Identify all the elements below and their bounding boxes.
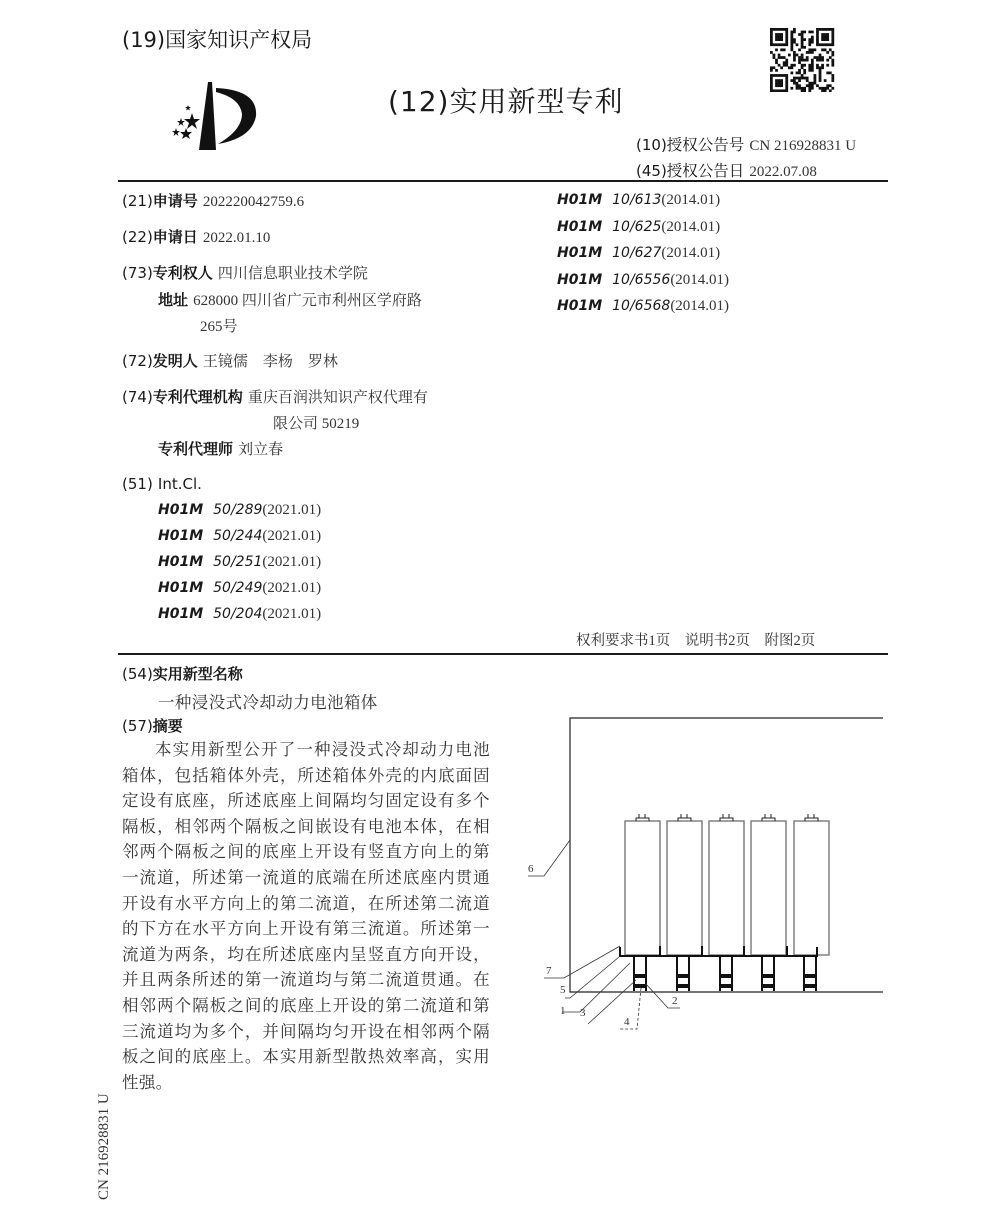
- battery-cell: [751, 821, 786, 955]
- title-heading: [122, 663, 243, 684]
- flow-channel: [635, 974, 645, 978]
- inventor-label: 发明人: [152, 352, 198, 370]
- ipc-class: H01M: [557, 271, 603, 288]
- ipc-class: H01M: [557, 298, 603, 314]
- ipc-class: H01M: [158, 554, 204, 570]
- pub-no-num: (10): [636, 136, 667, 154]
- intcl-num: (51): [122, 475, 153, 493]
- flow-channel: [763, 984, 773, 988]
- ipc-entry: [557, 190, 720, 209]
- ipc-class: H01M: [158, 580, 204, 596]
- ipc-entry: [557, 243, 720, 262]
- figure-reference-label: 7: [546, 965, 552, 977]
- ipc-subgroup: 10/627: [612, 245, 662, 261]
- ipc-entry: [158, 526, 321, 545]
- ipc-subgroup: 50/249: [213, 580, 263, 596]
- patent-type: [388, 80, 624, 120]
- abstract-text: 本实用新型公开了一种浸没式冷却动力电池箱体，包括箱体外壳，所述箱体外壳的内底面固定设有底座，所述底座上间隔均匀固定设有多个隔板，相邻两个隔板之间嵌设有电池本体，在相邻两个隔板之间的底座上开设有竖直方向上的第一流道，所述第一流道的底端在所述底座内贯通开设有水平方向上的第二流道，在所述第二流道的下方在水平方向上开设有第三流道。所述第一流道为两条，均在所述底座内呈竖直方向开设，并且两条所述的第一流道均与第二流道贯通。在相邻两个隔板之间的底座上开设的第二流道和第三流道均为多个，并间隔均匀开设在相邻两个隔板之间的底座上。本实用新型散热效率高，实用性强。: [122, 740, 490, 1092]
- inventors-value: 王镜儒 李杨 罗林: [202, 354, 338, 370]
- flow-channel: [678, 974, 688, 978]
- ipc-class: H01M: [158, 502, 204, 518]
- intcl-row: [122, 474, 202, 493]
- ipc-subgroup: 50/289: [213, 502, 263, 518]
- ipc-version: (2014.01): [670, 271, 730, 288]
- figure-reference-label: 1: [560, 1005, 566, 1017]
- pub-no-label: 授权公告号: [666, 136, 745, 154]
- ipc-class: H01M: [158, 528, 204, 544]
- address-label: 地址: [158, 291, 189, 309]
- ipc-subgroup: 10/6556: [612, 271, 671, 288]
- ipc-class: H01M: [557, 192, 603, 208]
- ipc-version: (2021.01): [262, 554, 322, 570]
- agent-row: [158, 438, 283, 459]
- ipc-entry: [557, 217, 720, 236]
- abstract-num: (57): [122, 717, 153, 735]
- inventor-row: [122, 350, 338, 371]
- abstract-heading: [122, 715, 183, 736]
- application-date-row: [122, 226, 270, 247]
- patentee-value: 四川信息职业技术学院: [217, 266, 368, 282]
- agency-num: (74): [122, 388, 153, 406]
- pub-date-label: 授权公告日: [666, 162, 745, 180]
- agency-line1: 重庆百润洪知识产权代理有: [247, 390, 428, 406]
- ipc-entry: [557, 270, 729, 289]
- ipc-entry: [158, 604, 321, 623]
- agency-row: [122, 386, 428, 407]
- battery-cell: [667, 821, 702, 955]
- ipc-version: (2021.01): [262, 502, 322, 518]
- flow-channel: [635, 984, 645, 988]
- ipc-version: (2014.01): [661, 192, 721, 208]
- figure-reference-label: 2: [672, 995, 678, 1007]
- ipc-entry: [158, 500, 321, 519]
- battery-terminal: [636, 814, 649, 821]
- publication-number-row: [636, 133, 856, 155]
- ipc-version: (2021.01): [262, 528, 322, 544]
- pub-date-value: 2022.07.08: [749, 164, 817, 180]
- app-date-label: 申请日: [152, 228, 198, 246]
- patentee-label: 专利权人: [152, 264, 213, 282]
- ipc-entry: [158, 578, 321, 597]
- ipc-subgroup: 10/6568: [612, 298, 671, 314]
- side-publication-number: CN 216928831 U: [96, 1093, 112, 1200]
- flow-channel: [721, 974, 731, 978]
- utility-model-title: 一种浸没式冷却动力电池箱体: [158, 693, 378, 712]
- battery-cell: [709, 821, 744, 955]
- patent-type-label: 实用新型专利: [449, 85, 624, 118]
- app-no-label: 申请号: [152, 192, 198, 210]
- patentee-num: (73): [122, 264, 153, 282]
- ipc-class: H01M: [557, 245, 603, 261]
- address-line1: 628000 四川省广元市利州区学府路: [193, 293, 422, 309]
- app-date-value: 2022.01.10: [202, 230, 271, 246]
- ipc-version: (2014.01): [661, 218, 721, 235]
- app-no-value: 202220042759.6: [202, 194, 305, 210]
- battery-cell: [794, 821, 829, 955]
- ipc-version: (2014.01): [670, 298, 730, 314]
- ipc-subgroup: 50/204: [213, 606, 263, 622]
- agent-value: 刘立春: [238, 442, 284, 458]
- ipc-subgroup: 10/625: [612, 218, 662, 235]
- battery-terminal: [805, 814, 818, 821]
- title-label: 实用新型名称: [152, 665, 243, 683]
- ipc-version: (2021.01): [262, 580, 322, 596]
- patent-type-num: (12): [388, 85, 450, 118]
- leader-line: [562, 963, 630, 1012]
- battery-terminal: [720, 814, 733, 821]
- figure-reference-label: 4: [624, 1016, 630, 1028]
- battery-box-drawing: [520, 712, 886, 1042]
- flow-channel: [805, 984, 815, 988]
- application-number-row: [122, 190, 304, 211]
- battery-cell: [625, 821, 660, 955]
- publication-date-row: [636, 159, 817, 181]
- ipc-subgroup: 10/613: [612, 192, 662, 208]
- battery-terminal: [762, 814, 775, 821]
- flow-channel: [805, 974, 815, 978]
- ipc-entry: [158, 552, 321, 571]
- pub-date-num: (45): [636, 162, 667, 180]
- office-header: [122, 24, 312, 54]
- intcl-label: Int.Cl.: [157, 475, 202, 493]
- flow-channel: [678, 984, 688, 988]
- inventor-num: (72): [122, 352, 153, 370]
- ipc-version: (2014.01): [661, 245, 721, 261]
- ipc-entry: [557, 296, 729, 315]
- office-num: (19): [122, 28, 166, 52]
- flow-channel: [721, 984, 731, 988]
- ipc-subgroup: 50/251: [213, 554, 263, 570]
- cnipa-logo: [168, 78, 263, 153]
- battery-terminal: [678, 814, 691, 821]
- ipc-version: (2021.01): [262, 606, 322, 622]
- figure-reference-label: 3: [580, 1007, 586, 1019]
- office-name: 国家知识产权局: [165, 28, 313, 52]
- agent-label: 专利代理师: [158, 440, 234, 458]
- address-line2: 265号: [200, 319, 238, 335]
- app-no-num: (21): [122, 192, 153, 210]
- agency-line2: 限公司 50219: [273, 416, 360, 432]
- pub-no-value: CN 216928831 U: [749, 138, 857, 154]
- flow-channel: [763, 974, 773, 978]
- page-counts: 权利要求书1页 说明书2页 附图2页: [576, 633, 816, 649]
- patentee-row: [122, 262, 368, 283]
- leader-line: [528, 840, 570, 876]
- abstract-label: 摘要: [152, 717, 183, 735]
- header-divider: [118, 180, 888, 182]
- title-num: (54): [122, 665, 153, 683]
- ipc-class: H01M: [158, 606, 204, 622]
- agency-label: 专利代理机构: [152, 388, 243, 406]
- app-date-num: (22): [122, 228, 153, 246]
- figure-reference-label: 6: [528, 863, 534, 875]
- biblio-divider: [118, 653, 888, 655]
- address-row: [158, 289, 422, 310]
- leader-line: [544, 946, 620, 978]
- qr-code: [768, 28, 836, 92]
- ipc-class: H01M: [557, 218, 603, 235]
- ipc-subgroup: 50/244: [213, 528, 263, 544]
- figure-reference-label: 5: [560, 984, 566, 996]
- box-shell: [570, 718, 883, 992]
